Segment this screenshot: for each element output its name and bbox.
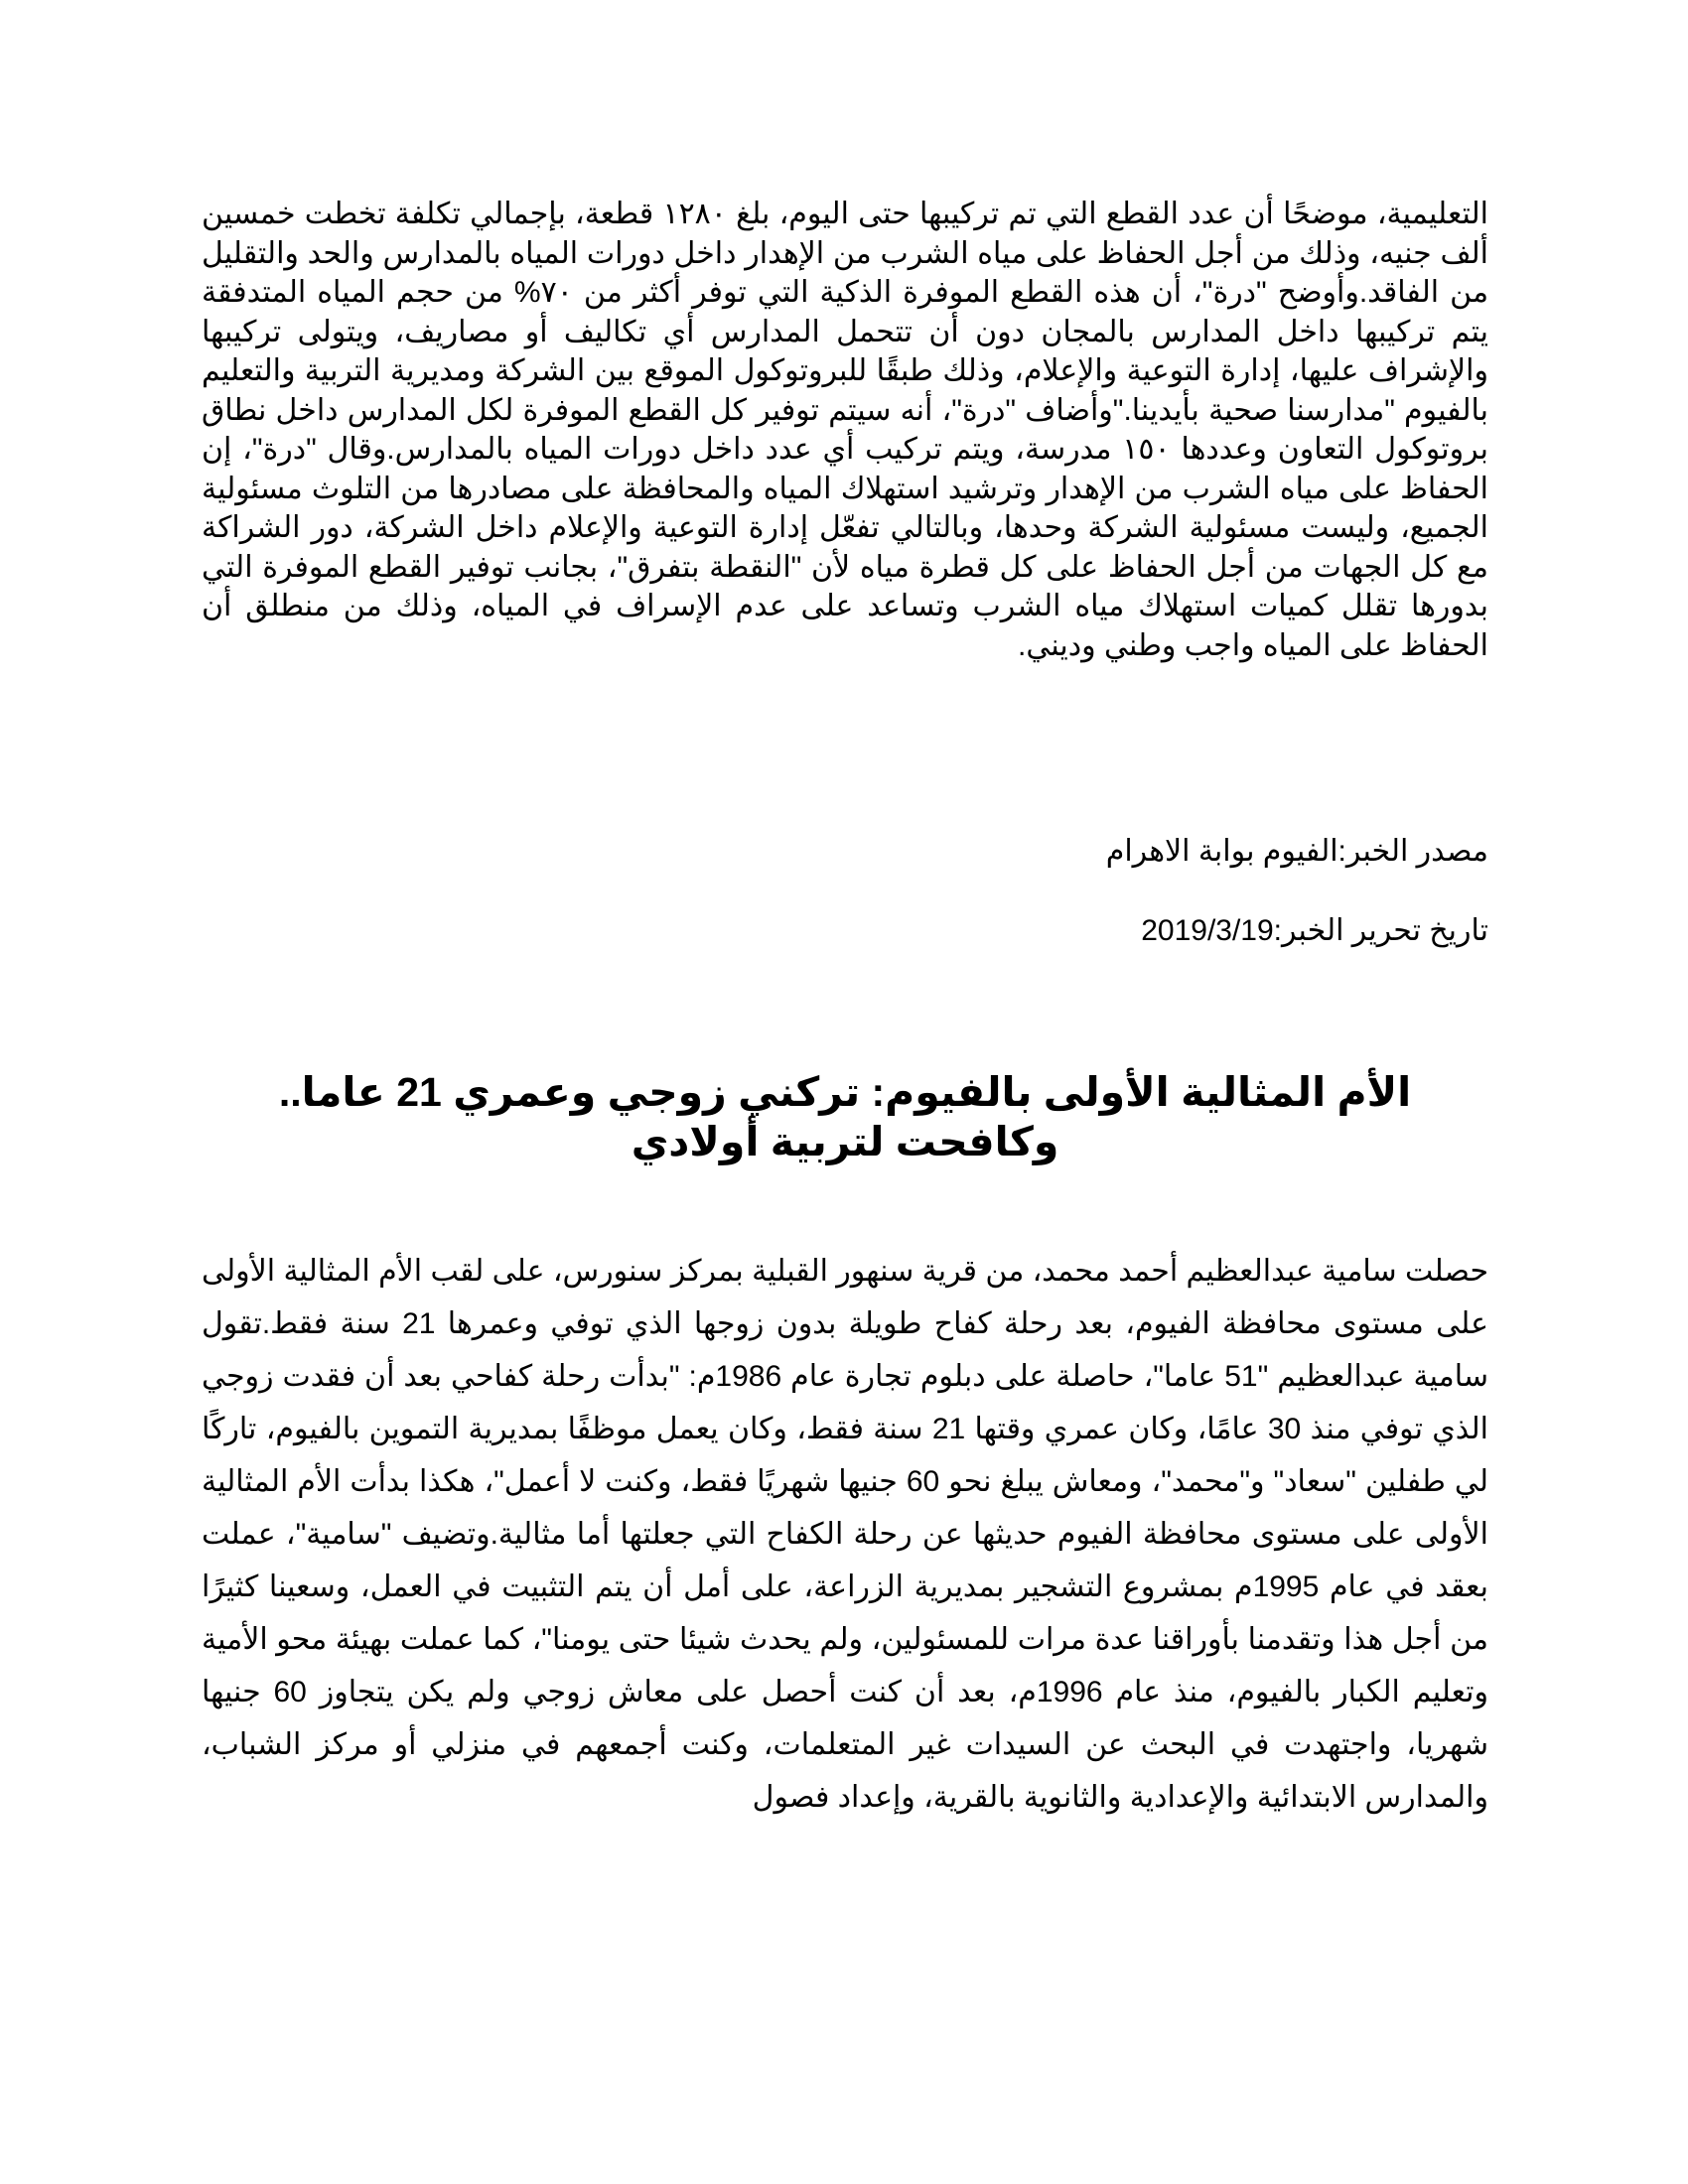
news-source: مصدر الخبر:الفيوم بوابة الاهرام bbox=[1105, 835, 1488, 868]
news-date: تاريخ تحرير الخبر:2019/3/19 bbox=[1141, 914, 1488, 947]
article-paragraph: التعليمية، موضحًا أن عدد القطع التي تم تركيبها حتى اليوم، بلغ ١٢٨٠ قطعة، بإجمالي تكلفة تخطت خمسين ألف جنيه، وذلك من أجل الحفاظ على مياه الشرب من الإهدار داخل دورات المياه بالمدارس والحد والتقليل من الفاقد.وأوضح "درة"، أن هذه القطع الموفرة الذكية التي توفر أكثر من ٧٠% من حجم المياه المتدفقة يتم تركيبها داخل المدارس بالمجان دون أن تتحمل المدارس أي تكاليف أو مصاريف، ويتولى تركيبها والإشراف عليها، إدارة التوعية والإعلام، وذلك طبقًا للبروتوكول الموقع بين الشركة ومديرية التربية والتعليم بالفيوم "مدارسنا صحية بأيدينا."وأضاف "درة"، أنه سيتم توفير كل القطع الموفرة لكل المدارس داخل نطاق بروتوكول التعاون وعددها ١٥٠ مدرسة، ويتم تركيب أي عدد داخل دورات المياه بالمدارس.وقال "درة"، إن الحفاظ على مياه الشرب من الإهدار وترشيد استهلاك المياه والمحافظة على مصادرها من التلوث مسئولية الجميع، وليست مسئولية الشركة وحدها، وبالتالي تفعّل إدارة التوعية والإعلام داخل الشركة، دور الشراكة مع كل الجهات من أجل الحفاظ على كل قطرة مياه لأن "النقطة بتفرق"، بجانب توفير القطع الموفرة التي بدورها تقلل كميات استهلاك مياه الشرب وتساعد على عدم الإسراف في المياه، وذلك من منطلق أن الحفاظ على المياه واجب وطني وديني. bbox=[202, 198, 1489, 662]
article-headline: الأم المثالية الأولى بالفيوم: تركني زوجي وعمري 21 عاما.. وكافحت لتربية أولادي bbox=[278, 1069, 1412, 1164]
article-paragraph: حصلت سامية عبدالعظيم أحمد محمد، من قرية سنهور القبلية بمركز سنورس، على لقب الأم المثالية الأولى على مستوى محافظة الفيوم، بعد رحلة كفاح طويلة بدون زوجها الذي توفي وعمرها 21 سنة فقط.تقول سامية عبدالعظيم "51 عاما"، حاصلة على دبلوم تجارة عام 1986م: "بدأت رحلة كفاحي بعد أن فقدت زوجي الذي توفي منذ 30 عامًا، وكان عمري وقتها 21 سنة فقط، وكان يعمل موظفًا بمديرية التموين بالفيوم، تاركًا لي طفلين "سعاد" و"محمد"، ومعاش يبلغ نحو 60 جنيها شهريًا فقط، وكنت لا أعمل"، هكذا بدأت الأم المثالية الأولى على مستوى محافظة الفيوم حديثها عن رحلة الكفاح التي جعلتها أما مثالية.وتضيف "سامية"، عملت بعقد في عام 1995م بمشروع التشجير بمديرية الزراعة، على أمل أن يتم التثبيت في العمل، وسعينا كثيرًا من أجل هذا وتقدمنا بأوراقنا عدة مرات للمسئولين، ولم يحدث شيئا حتى يومنا"، كما عملت بهيئة محو الأمية وتعليم الكبار بالفيوم، منذ عام 1996م، بعد أن كنت أحصل على معاش زوجي ولم يكن يتجاوز 60 جنيها شهريا، واجتهدت في البحث عن السيدات غير المتعلمات، وكنت أجمعهم في منزلي أو مركز الشباب، والمدارس الابتدائية والإعدادية والثانوية بالقرية، وإعداد فصول bbox=[202, 1255, 1488, 1814]
